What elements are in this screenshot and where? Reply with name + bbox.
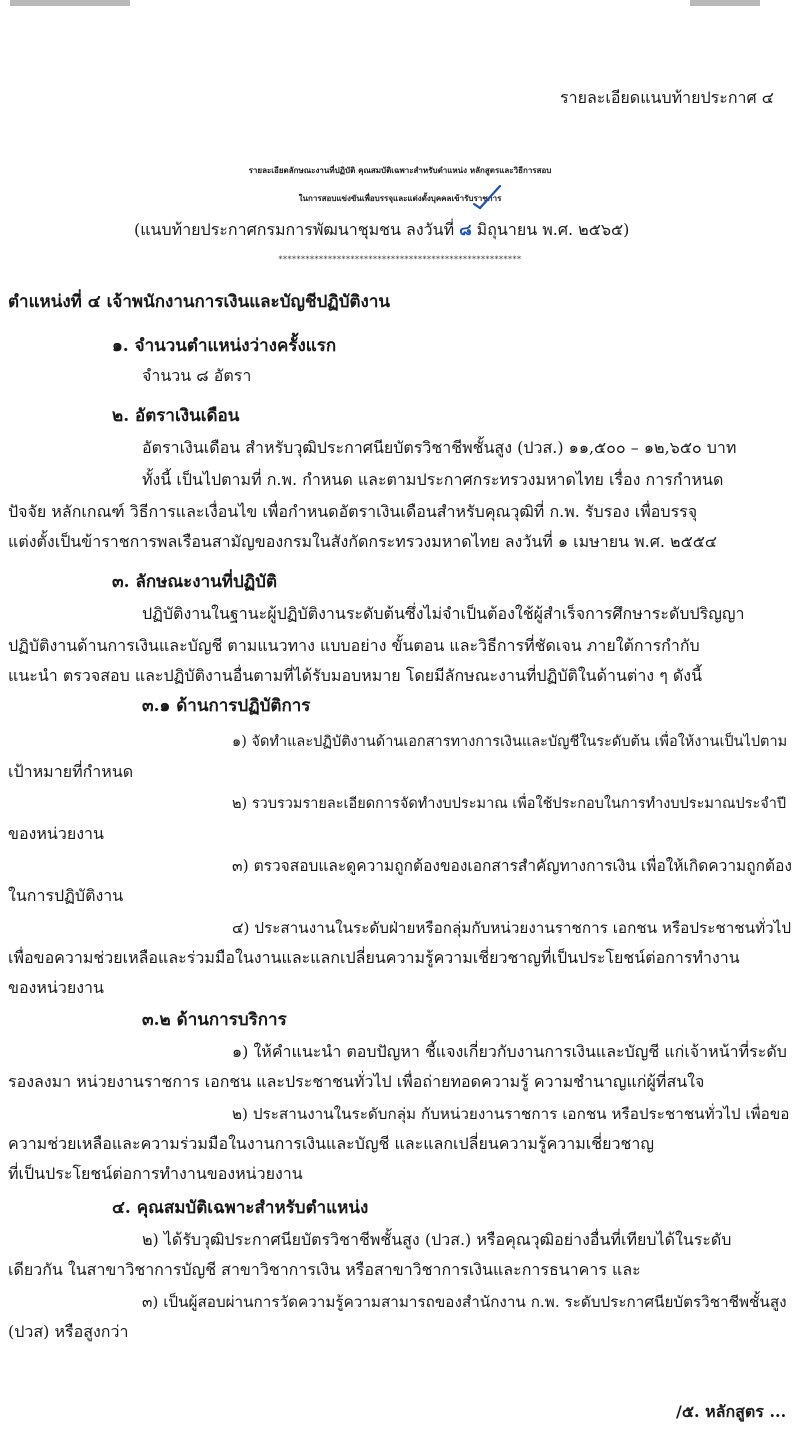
handwritten-day: ๘ xyxy=(459,220,472,239)
doc-title-line1: รายละเอียดลักษณะงานที่ปฏิบัติ คุณสมบัติเฉพาะสำหรับตำแหน่ง หลักสูตรและวิธีการสอบ xyxy=(248,165,552,175)
salary-line1: อัตราเงินเดือน สำหรับวุฒิประกาศนียบัตรวิชาชีพชั้นสูง (ปวส.) ๑๑,๕๐๐ – ๑๒,๖๕๐ บาท xyxy=(142,438,737,457)
duty-line2: ปฏิบัติงานด้านการเงินและบัญชี ตามแนวทาง แบบอย่าง ขั้นตอน และวิธีการที่ชัดเจน ภายใต้การกำกับ xyxy=(8,636,700,655)
handwritten-check-icon xyxy=(460,184,504,210)
list-item-cont: ของหน่วยงาน xyxy=(8,978,104,997)
title3-prefix: (แนบท้ายประกาศกรมการพัฒนาชุมชน ลงวันที่ xyxy=(134,220,455,239)
attachment-reference: รายละเอียดแนบท้ายประกาศ ๔ xyxy=(560,88,774,107)
title3-suffix: มิถุนายน พ.ศ. ๒๕๖๕) xyxy=(476,220,630,239)
section-2-heading: ๒. อัตราเงินเดือน xyxy=(112,406,240,426)
duty-line3: แนะนำ ตรวจสอบ และปฏิบัติงานอื่นตามที่ได้รับมอบหมาย โดยมีลักษณะงานที่ปฏิบัติในด้านต่าง ๆ ดังนี้ xyxy=(8,666,703,685)
duty-line1: ปฏิบัติงานในฐานะผู้ปฏิบัติงานระดับต้นซึ่งไม่จำเป็นต้องใช้ผู้สำเร็จการศึกษาระดับปริญญา xyxy=(142,604,745,623)
salary-line3: ปัจจัย หลักเกณฑ์ วิธีการและเงื่อนไข เพื่อกำหนดอัตราเงินเดือนสำหรับคุณวุฒิที่ ก.พ. รับรอง เพื่อบรรจุ xyxy=(8,502,698,521)
salary-line2: ทั้งนี้ เป็นไปตามที่ ก.พ. กำหนด และตามประกาศกระทรวงมหาดไทย เรื่อง การกำหนด xyxy=(142,470,724,489)
list-item-cont: ความช่วยเหลือและความร่วมมือในงานการเงินและบัญชี และแลกเปลี่ยนความรู้ความเชี่ยวชาญ xyxy=(8,1134,654,1153)
doc-title-line3 xyxy=(134,218,629,242)
continuation-note: /๕. หลักสูตร ... xyxy=(676,1402,787,1421)
scan-mark xyxy=(10,0,130,6)
section-1-text: จำนวน ๘ อัตรา xyxy=(142,366,252,385)
list-item: ๔) ประสานงานในระดับฝ่ายหรือกลุ่มกับหน่วยงานราชการ เอกชน หรือประชาชนทั่วไป xyxy=(232,919,792,937)
section-3-heading: ๓. ลักษณะงานที่ปฏิบัติ xyxy=(112,572,277,592)
list-item: ๒) ได้รับวุฒิประกาศนียบัตรวิชาชีพชั้นสูง (ปวส.) หรือคุณวุฒิอย่างอื่นที่เทียบได้ในระดับ xyxy=(142,1230,732,1249)
subsection-3-1-heading: ๓.๑ ด้านการปฏิบัติการ xyxy=(142,696,311,716)
list-item-cont: ในการปฏิบัติงาน xyxy=(8,886,124,905)
list-item: ๒) ประสานงานในระดับกลุ่ม กับหน่วยงานราชการ เอกชน หรือประชาชนทั่วไป เพื่อขอ xyxy=(232,1105,790,1123)
list-item: ๓) ตรวจสอบและดูความถูกต้องของเอกสารสำคัญทางการเงิน เพื่อให้เกิดความถูกต้อง xyxy=(232,857,792,875)
scan-mark xyxy=(690,0,760,6)
list-item-cont: เดียวกัน ในสาขาวิชาการบัญชี สาขาวิชาการเงิน หรือสาขาวิชาการเงินและการธนาคาร และ xyxy=(8,1260,641,1279)
section-4-heading: ๔. คุณสมบัติเฉพาะสำหรับตำแหน่ง xyxy=(112,1198,369,1218)
list-item: ๑) จัดทำและปฏิบัติงานด้านเอกสารทางการเงินและบัญชีในระดับต้น เพื่อให้งานเป็นไปตาม xyxy=(232,734,788,750)
list-item: ๒) รวบรวมรายละเอียดการจัดทำงบประมาณ เพื่อใช้ประกอบในการทำงบประมาณประจำปี xyxy=(232,796,787,812)
doc-title-line2: ในการสอบแข่งขันเพื่อบรรจุและแต่งตั้งบุคคลเข้ารับราชการ xyxy=(298,193,502,203)
list-item-cont: เป้าหมายที่กำหนด xyxy=(8,762,134,781)
section-1-heading: ๑. จำนวนตำแหน่งว่างครั้งแรก xyxy=(112,336,337,356)
salary-line4: แต่งตั้งเป็นข้าราชการพลเรือนสามัญของกรมในสังกัดกระทรวงมหาดไทย ลงวันที่ ๑ เมษายน พ.ศ. ๒๕๕๔ xyxy=(8,532,717,551)
position-title: ตำแหน่งที่ ๔ เจ้าพนักงานการเงินและบัญชีปฏิบัติงาน xyxy=(8,292,391,312)
list-item-cont: รองลงมา หน่วยงานราชการ เอกชน และประชาชนทั่วไป เพื่อถ่ายทอดความรู้ ความชำนาญแก่ผู้ที่สนใจ xyxy=(8,1072,705,1091)
separator-stars: ****************************************************** xyxy=(278,255,522,264)
list-item-cont: ของหน่วยงาน xyxy=(8,824,104,843)
subsection-3-2-heading: ๓.๒ ด้านการบริการ xyxy=(142,1010,287,1030)
list-item: ๓) เป็นผู้สอบผ่านการวัดความรู้ความสามารถของสำนักงาน ก.พ. ระดับประกาศนียบัตรวิชาชีพชั้นสูง xyxy=(142,1293,787,1311)
list-item: ๑) ให้คำแนะนำ ตอบปัญหา ชี้แจงเกี่ยวกับงานการเงินและบัญชี แก่เจ้าหน้าที่ระดับ xyxy=(232,1042,787,1061)
list-item-cont: ที่เป็นประโยชน์ต่อการทำงานของหน่วยงาน xyxy=(8,1164,303,1183)
list-item-cont: เพื่อขอความช่วยเหลือและร่วมมือในงานและแลกเปลี่ยนความรู้ความเชี่ยวชาญที่เป็นประโยชน์ต่อการทำงาน xyxy=(8,948,740,967)
list-item-cont: (ปวส) หรือสูงกว่า xyxy=(8,1322,129,1341)
